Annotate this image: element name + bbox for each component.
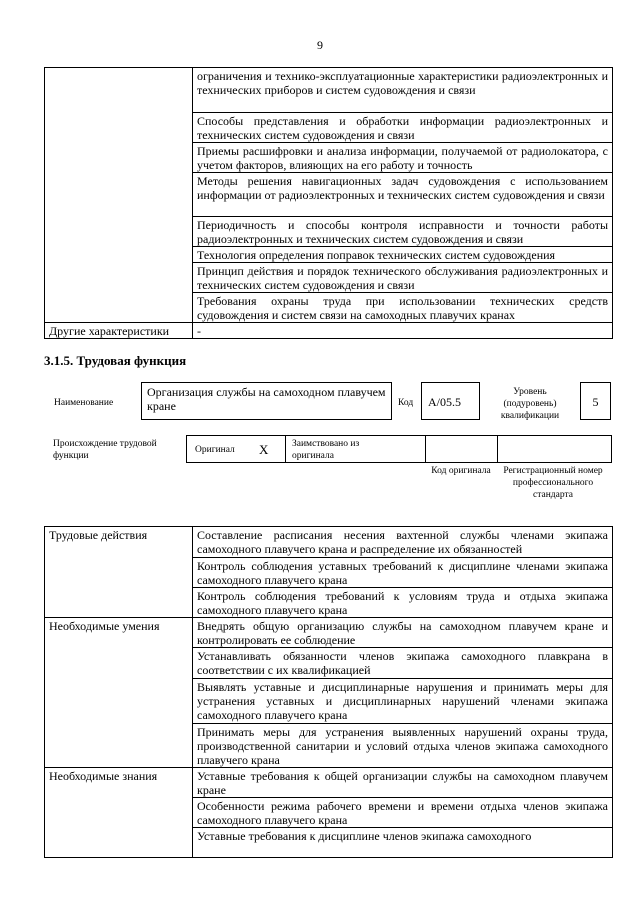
- name-value: Организация службы на самоходном плавучем кране: [147, 385, 386, 413]
- group-item: Контроль соблюдения уставных требований к дисциплине членами экипажа самоходного плавучего крана: [193, 558, 613, 588]
- divider: [497, 436, 498, 462]
- group-label: Необходимые знания: [45, 768, 193, 858]
- level-value: 5: [592, 395, 599, 409]
- origin-label: Происхождение трудовой функции: [53, 439, 157, 461]
- name-value-box: [141, 382, 392, 420]
- code-value: A/05.5: [428, 395, 461, 409]
- top-table-cell: Способы представления и обработки информации радиоэлектронных и технических систем судовождения и связи: [193, 113, 613, 143]
- top-table-cell: Требования охраны труда при использовании технических средств судовождения и систем связи на самоходных плавучих кранах: [193, 293, 613, 323]
- top-table: [44, 67, 613, 339]
- other-characteristics-label: Другие характеристики: [45, 323, 193, 339]
- code-caption: Код оригинала: [431, 466, 491, 476]
- name-label: Наименование: [54, 398, 114, 408]
- page-number: 9: [317, 38, 323, 52]
- group-label: Необходимые умения: [45, 618, 193, 768]
- group-item: Внедрять общую организацию службы на самоходном плавучем кране и контролировать ее соблюдение: [193, 618, 613, 648]
- top-table-cell: Периодичность и способы контроля исправности и точности работы радиоэлектронных и технических систем судовождения и связи: [193, 217, 613, 247]
- group-item: Контроль соблюдения требований к условиям труда и отдыха экипажа самоходного плавучего крана: [193, 588, 613, 618]
- group-item: Составление расписания несения вахтенной службы членами экипажа самоходного плавучего крана и распределение их обязанностей: [193, 527, 613, 558]
- borrowed-label: Заимствовано из оригинала: [292, 439, 360, 461]
- divider: [425, 436, 426, 462]
- code-value-box: [421, 382, 480, 420]
- original-label: Оригинал: [195, 445, 235, 455]
- group-item: Выявлять уставные и дисциплинарные нарушения и принимать меры для устранения уставных и дисциплинарных нарушений членами экипажа самоходного плавучего крана: [193, 679, 613, 724]
- section-title: 3.1.5. Трудовая функция: [44, 353, 187, 368]
- reg-caption: Регистрационный номер профессионального стандарта: [503, 466, 603, 500]
- level-label: Уровень (подуровень) квалификации: [500, 387, 560, 421]
- level-value-box: [580, 382, 611, 420]
- top-table-cell: Приемы расшифровки и анализа информации, получаемой от радиолокатора, с учетом факторов, влияющих на его работу и точность: [193, 143, 613, 173]
- top-table-cell: ограничения и технико-эксплуатационные характеристики радиоэлектронных и технических приборов и систем судовождения и связи: [193, 68, 613, 113]
- main-table: [44, 526, 613, 858]
- divider: [285, 436, 286, 462]
- group-item: Устанавливать обязанности членов экипажа самоходного плавкрана в соответствии с их квалификацией: [193, 648, 613, 679]
- group-item: Уставные требования к общей организации службы на самоходном плавучем кране: [193, 768, 613, 798]
- original-mark: X: [259, 442, 269, 457]
- top-table-cell: Принцип действия и порядок технического обслуживания радиоэлектронных и технических систем судовождения и связи: [193, 263, 613, 293]
- top-table-cell: Методы решения навигационных задач судовождения с использованием информации от радиоэлектронных и технических систем судовождения и связи: [193, 173, 613, 217]
- code-label: Код: [398, 398, 414, 408]
- top-table-label-cell: [45, 68, 193, 323]
- group-label: Трудовые действия: [45, 527, 193, 618]
- group-item: Особенности режима рабочего времени и времени отдыха членов экипажа самоходного плавучего крана: [193, 798, 613, 828]
- other-characteristics-value: -: [193, 323, 613, 339]
- group-item: Уставные требования к дисциплине членов экипажа самоходного: [193, 828, 613, 858]
- top-table-cell: Технология определения поправок технических систем судовождения: [193, 247, 613, 263]
- origin-row: [186, 435, 612, 463]
- group-item: Принимать меры для устранения выявленных нарушений охраны труда, производственной санитарии и условий отдыха членов экипажа самоходного плавучего крана: [193, 724, 613, 768]
